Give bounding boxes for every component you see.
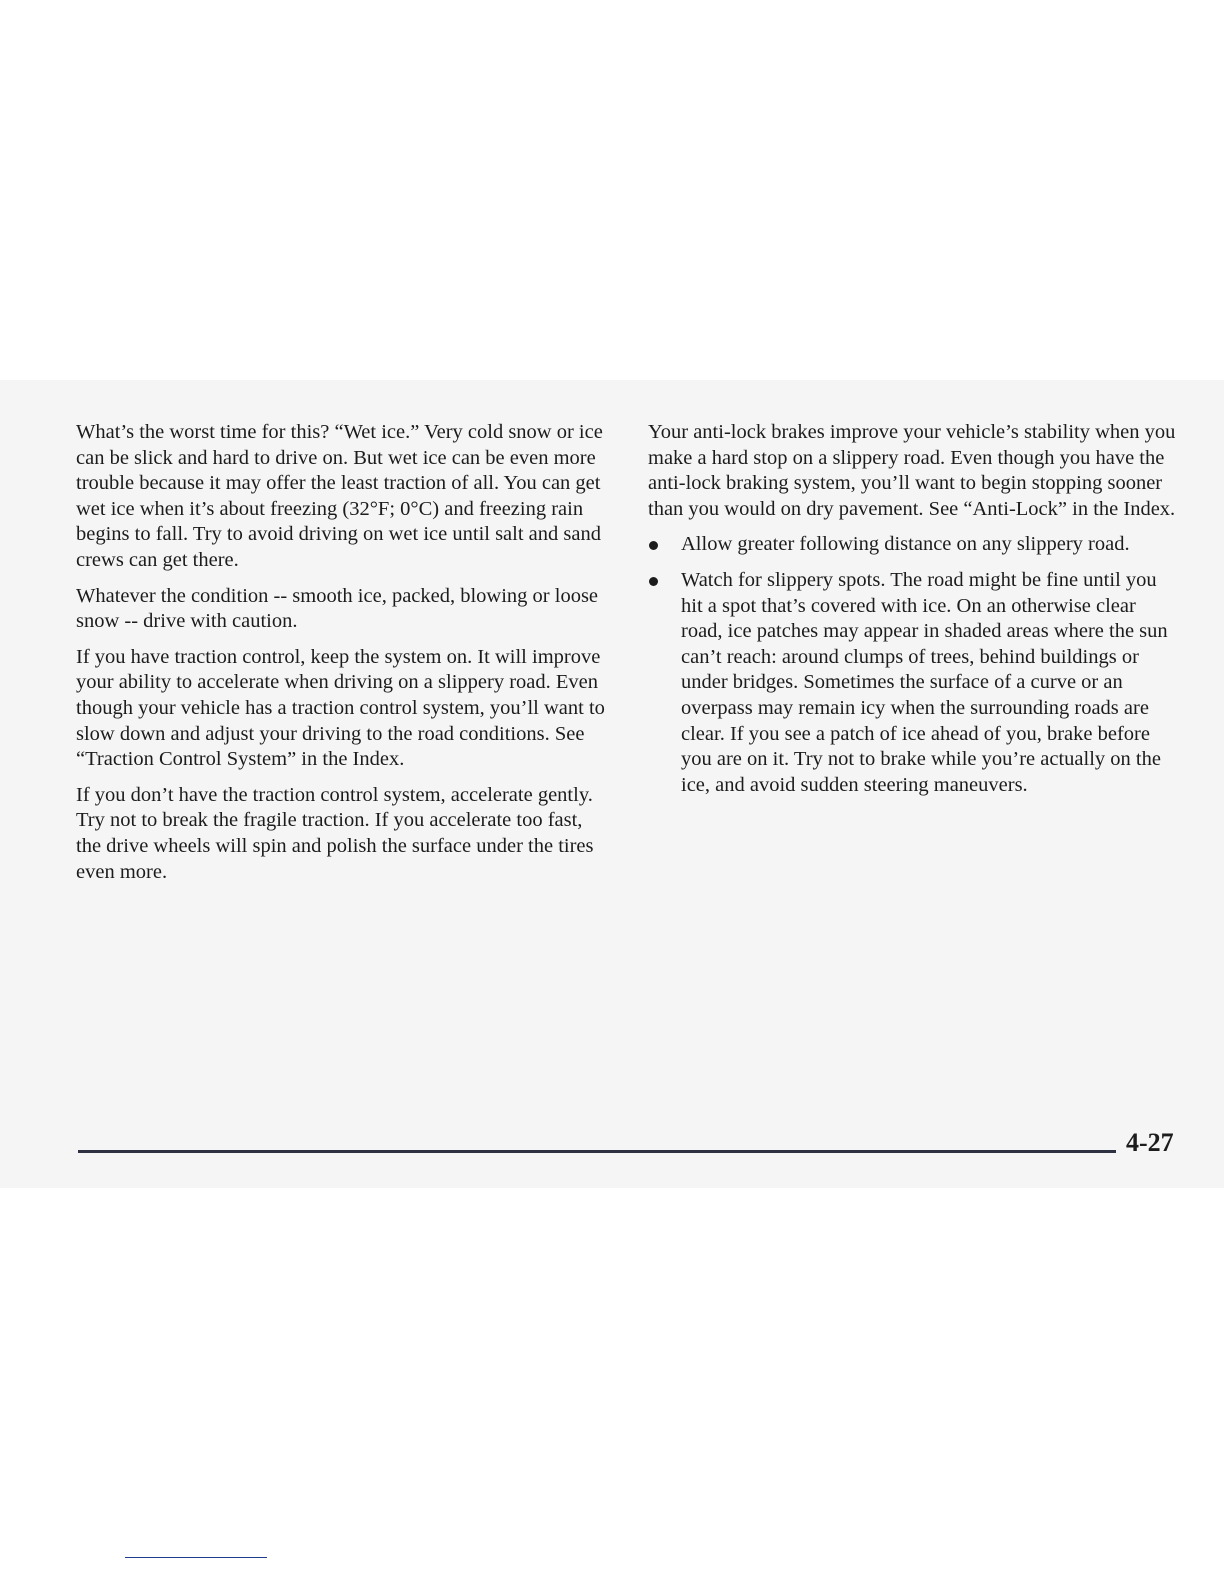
bullet-list: [648, 532, 1182, 798]
bullet-icon: [649, 577, 658, 586]
page-number: 4-27: [1126, 1128, 1174, 1157]
paragraph-traction-control: If you have traction control, keep the system on. It will improve your ability to accelerate when driving on a slippery road. Even though your vehicle has a traction control system, you’ll want to slow down and adjust your driving to the road conditions. See “Traction Control System” in the Index.: [76, 645, 605, 771]
footer-rule: [78, 1150, 1116, 1153]
list-item: [648, 568, 1182, 798]
bullet-icon: [649, 541, 658, 550]
list-item: [648, 532, 1182, 558]
link-underline[interactable]: [125, 1557, 267, 1558]
right-text-column: [648, 420, 1182, 808]
paragraph-wet-ice: What’s the worst time for this? “Wet ice.” Very cold snow or ice can be slick and hard to drive on. But wet ice can be even more trouble because it may offer the least traction of all. You can get wet ice when it’s about freezing (32°F; 0°C) and freezing rain begins to fall. Try to avoid driving on wet ice until salt and sand crews can get there.: [76, 421, 603, 571]
paragraph-caution: Whatever the condition -- smooth ice, packed, blowing or loose snow -- drive with caution.: [76, 584, 599, 633]
paragraph-no-traction-control: If you don’t have the traction control system, accelerate gently. Try not to break the fragile traction. If you accelerate too fast, the drive wheels will spin and polish the surface under the tires even more.: [76, 783, 594, 883]
paragraph-anti-lock: Your anti-lock brakes improve your vehicle’s stability when you make a hard stop on a slippery road. Even though you have the anti-lock braking system, you’ll want to begin stopping sooner than you would on dry pavement. See “Anti-Lock” in the Index.: [648, 421, 1176, 520]
left-text-column: [76, 420, 606, 895]
bullet-text: Watch for slippery spots. The road might be fine until you hit a spot that’s covered with ice. On an otherwise clear road, ice patches may appear in shaded areas where the sun can’t reach: around clumps of trees, behind buildings or under bridges. Sometimes the surface of a curve or an overpass may remain icy when the surrounding roads are clear. If you see a patch of ice ahead of you, brake before you are on it. Try not to brake while you’re actually on the ice, and avoid sudden steering maneuvers.: [681, 568, 1168, 796]
bullet-text: Allow greater following distance on any slippery road.: [681, 533, 1130, 556]
